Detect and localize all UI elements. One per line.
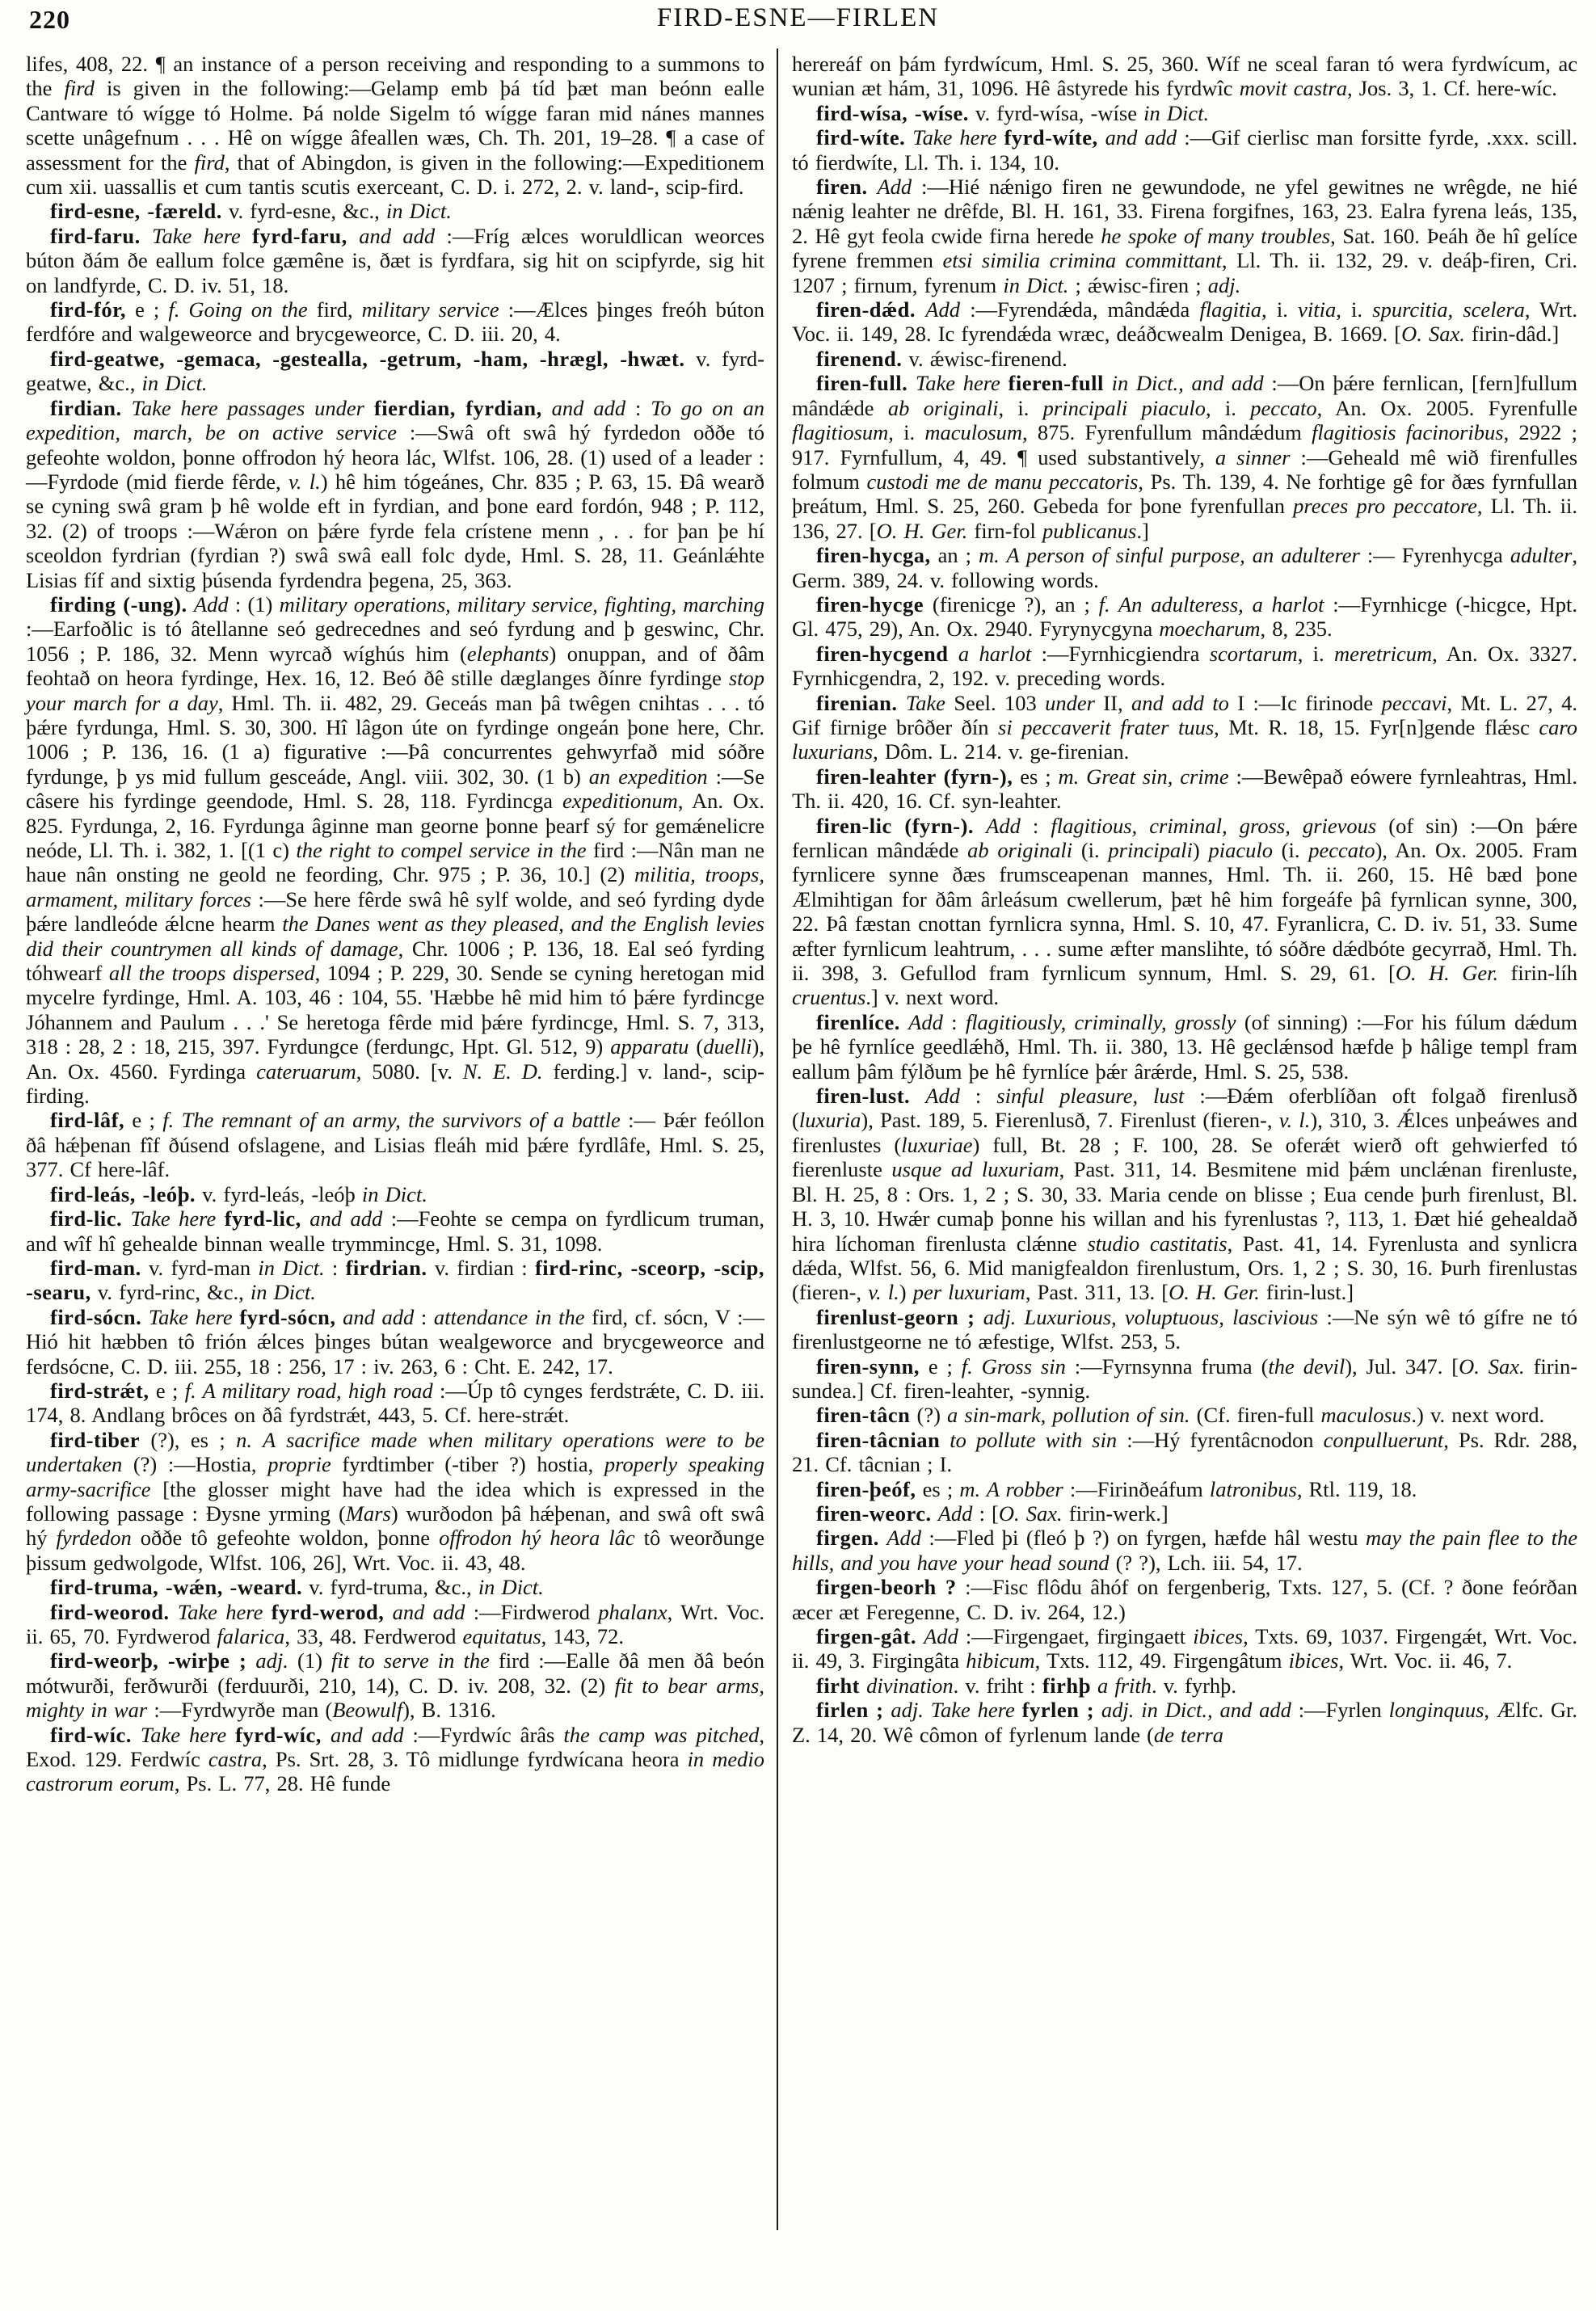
dictionary-entry: firen-hycge (firenicge ?), an ; f. An adulteress, a harlot :—Fyrnhicge (-hicgce, Hpt. Gl. 475, 29), An. Ox. 2940. Fyrynycgyna moecharum, 8, 235. [792, 591, 1577, 642]
dictionary-entry: firenlíce. Add : flagitiously, criminally, grossly (of sinning) :—For his fúlum dǽdum þe hê fyrnlíce geedlǽhð, Hml. Th. ii. 380, 13. Hê geclǽnsod hæfde þ hâlige templ fram eallum þâm fýlðum þe hê fyrnlíce þǽr ârǽrde, Hml. S. 25, 538. [792, 1009, 1578, 1084]
dictionary-entry: firen. Add :—Hié nǽnigo firen ne gewundode, ne yfel gewitnes ne wrêgde, ne hié nǽnig leahter ne drêfde, Bl. H. 161, 33. Firena forgifnes, 163, 23. Ealra fyrena leás, 135, 2. Hê gyt feola cwide firna herede he spoke of many troubles, Sat. 160. Þeáh ðe hî gelíce fyrene fremmen etsi similia crimina committant, Ll. Th. ii. 132, 29. v. deáþ-firen, Cri. 1207 ; firnum, fyrenum in Dict. ; ǽwisc-firen ; adj. [792, 175, 1578, 297]
dictionary-entry: lifes, 408, 22. ¶ an instance of a person receiving and responding to a summons to the fird is given in the following:—Gelamp emb þá tíd þæt man beónn ealle Cantware tó wígge tó Holme. Þá nolde Sigelm tó wígge faran mid nánes mannes scette unâgefnum . . . Hê on wígge âfeallen wæs, Ch. Th. 201, 19–28. ¶ a case of assessment for the fird, that of Abingdon, is given in the following:—Expeditionem cum xii. uassallis et cum tantis scutis exerceant, C. D. i. 272, 2. v. land-, scip-fird. [26, 52, 765, 200]
dictionary-entry: firen-lic (fyrn-). Add : flagitious, criminal, gross, grievous (of sin) :—On þǽre fernlican mândǽde ab originali (i. principali) piaculo (i. peccato), An. Ox. 2005. Fram fyrnlicere synne ðæs frumsceapenan mannes, Hml. Th. ii. 260, 15. Hê bæd þone Ælmihtigan for ðâm ârleásum cwellerum, þæt hê him forgeáfe þâ fyrnlican synne, 300, 22. Þâ fæstan cnottan fyrnlicra synna, Hml. S. 10, 47. Fyranlicra, C. D. iv. 51, 33. Sume æfter fyrnlicum leahtrum, . . . sume æfter manslihte, tó sóðre dǽdbóte gecyrrað, Hml. Th. ii. 398, 3. Gefullod fram fyrnlicum synnum, Hml. S. 29, 61. [O. H. Ger. firin-líh cruentus.] v. next word. [792, 813, 1578, 1010]
dictionary-entry: firgen-beorh ? :—Fisc flôdu âhóf on fergenberig, Txts. 127, 5. (Cf. ? ðone feórðan æcer æt Feregenne, C. D. iv. 264, 12.) [792, 1575, 1577, 1624]
dictionary-entry: fird-fór, e ; f. Going on the fird, military service :—Ælces þinges freóh búton ferdfóre and walgeweorce and brycgeweorce, C. D. iii. 20, 4. [26, 297, 765, 347]
right-column [792, 52, 1577, 1747]
dictionary-entry: fird-lâf, e ; f. The remnant of an army, the survivors of a battle :— Þǽr feóllon ðâ hǽþenan fîf ðúsend ofslagene, and Lisias fleáh mid þǽre fyrdlâfe, Hml. S. 25, 377. Cf here-lâf. [26, 1108, 764, 1182]
dictionary-entry: fird-leás, -leóþ. v. fyrd-leás, -leóþ in Dict. [50, 1181, 427, 1206]
dictionary-entry: fird-esne, -færeld. v. fyrd-esne, &c., in Dict. [50, 199, 452, 224]
dictionary-entry: firen-tâcn (?) a sin-mark, pollution of sin. (Cf. firen-full maculosus.) v. next word. [816, 1403, 1545, 1428]
dictionary-entry: fird-weorþ, -wirþe ; adj. (1) fit to serve in the fird :—Ealle ðâ men ðâ beón mótwurði, ferðwurði (ferduurði, 210, 14), C. D. iv. 208, 32. (2) fit to bear arms, mighty in war :—Fyrdwyrðe man (Beowulf), B. 1316. [26, 1648, 764, 1723]
dictionary-entry: firen-leahter (fyrn-), es ; m. Great sin, crime :—Bewêpað eówere fyrnleahtras, Hml. Th. ii. 420, 16. Cf. syn-leahter. [792, 764, 1578, 814]
dictionary-entry: firdian. Take here passages under fierdian, fyrdian, and add : To go on an expedition, march, be on active service :—Swâ oft swâ hý fyrdedon oððe tó gefeohte woldon, þonne offrodon hý heora lác, Wlfst. 106, 28. (1) used of a leader :—Fyrdode (mid fierde fêrde, v. l.) hê him tógeánes, Chr. 835 ; P. 63, 15. Ðâ wearð se cyning swâ gram þ hê wolde eft in fyrdian, and þone eard fordón, 948 ; P. 112, 32. (2) of troops :—Wǽron on þǽre fyrde fela crístene menn , . . for þan þe hí sceoldon fyrdrian (fyrdian ?) swâ swâ eall folc dyde, Hml. S. 28, 11. Geánlǽhte Lisias fíf and sixtig þúsenda fyrdendra þegena, 25, 363. [26, 395, 765, 592]
dictionary-entry: firen-þeóf, es ; m. A robber :—Firinðeáfum latronibus, Rtl. 119, 18. [816, 1476, 1417, 1501]
dictionary-entry: firenlust-georn ; adj. Luxurious, voluptuous, lascivious :—Ne sýn wê tó gífre ne tó firenlustgeorne ne tó æfestige, Wlfst. 253, 5. [792, 1304, 1577, 1354]
dictionary-entry: firen-hycga, an ; m. A person of sinful purpose, an adulterer :— Fyrenhycga adulter, Germ. 389, 24. v. following words. [792, 543, 1577, 592]
dictionary-entry: fird-strǽt, e ; f. A military road, high road :—Úp tô cynges ferdstrǽte, C. D. iii. 174, 8. Andlang brôces on ðâ fyrdstrǽt, 443, 5. Cf. here-strǽt. [26, 1378, 765, 1428]
dictionary-entry: firlen ; adj. Take here fyrlen ; adj. in Dict., and add :—Fyrlen longinquus, Ælfc. Gr. Z. 14, 20. Wê cômon of fyrlenum lande (de terra [792, 1698, 1578, 1747]
dictionary-entry: firen-full. Take here fieren-full in Dict., and add :—On þǽre fernlican, [fern]fullum mândǽde ab originali, i. principali piaculo, i. peccato, An. Ox. 2005. Fyrenfulle flagitiosum, i. maculosum, 875. Fyrenfullum mândǽdum flagitiosis facinoribus, 2922 ; 917. Fyrnfullum, 4, 49. ¶ used substantively, a sinner :—Geheald mê wið firenfulles folmum custodi me de manu peccatoris, Ps. Th. 139, 4. Ne forhtige gê for ðæs fyrnfullan þreátum, Hml. S. 25, 260. Gebeda for þone fyrenfullan preces pro peccatore, Ll. Th. ii. 136, 27. [O. H. Ger. firn-fol publicanus.] [792, 371, 1578, 543]
dictionary-entry: fird-lic. Take here fyrd-lic, and add :—Feohte se cempa on fyrdlicum truman, and wîf hî gehealde binnan wealle trymmincge, Hml. S. 31, 1098. [26, 1206, 765, 1256]
dictionary-entry: firenian. Take Seel. 103 under II, and add to I :—Ic firinode peccavi, Mt. L. 27, 4. Gif firnige brôðer ðín si peccaverit frater tuus, Mt. R. 18, 15. Fyr[n]gende flǽsc caro luxurians, Dôm. L. 214. v. ge-firenian. [792, 690, 1578, 764]
dictionary-entry: firen-weorc. Add : [O. Sax. firin-werk.] [816, 1501, 1169, 1526]
dictionary-entry: firen-synn, e ; f. Gross sin :—Fyrnsynna fruma (the devil), Jul. 347. [O. Sax. firin-sundea.] Cf. firen-leahter, -synnig. [792, 1353, 1578, 1403]
dictionary-entry: fird-wíte. Take here fyrd-wíte, and add :—Gif cierlisc man forsitte fyrde, .xxx. scill. tó fierdwíte, Ll. Th. i. 134, 10. [792, 125, 1578, 175]
dictionary-entry: fird-weorod. Take here fyrd-werod, and add :—Firdwerod phalanx, Wrt. Voc. ii. 65, 70. Fyrdwerod falarica, 33, 48. Ferdwerod equitatus, 143, 72. [26, 1599, 765, 1648]
dictionary-entry: firgen. Add :—Fled þi (fleó þ ?) on fyrgen, hæfde hâl westu may the pain flee to the hills, and you have your head sound (? ?), Lch. iii. 54, 17. [792, 1526, 1577, 1575]
column-divider [777, 48, 778, 2230]
dictionary-entry: fird-truma, -wǽn, -weard. v. fyrd-truma, &c., in Dict. [50, 1575, 544, 1600]
dictionary-entry: fird-faru. Take here fyrd-faru, and add :—Fríg ælces woruldlican weorces búton ðám ðe eallum folce gæmêne is, ðæt is fyrdfara, sig hit on scipfyrde, sig hit on landfyrde, C. D. iv. 51, 18. [26, 223, 765, 297]
dictionary-entry: fird-sócn. Take here fyrd-sócn, and add : attendance in the fird, cf. sócn, V :—Hió hit hæbben tô frión ǽlces þinges bútan wealgeworce and brycgeweorce and ferdsócne, C. D. iii. 255, 18 : 256, 17 : iv. 263, 6 : Cht. E. 242, 17. [26, 1304, 765, 1379]
dictionary-entry: firht divination. v. friht : firhþ a frith. v. fyrhþ. [816, 1673, 1237, 1698]
dictionary-entry: firgen-gât. Add :—Firgengaet, firgingaett ibices, Txts. 69, 1037. Firgengǽt, Wrt. Voc. ii. 49, 3. Firgingâta hibicum, Txts. 112, 49. Firgengâtum ibices, Wrt. Voc. ii. 46, 7. [792, 1624, 1578, 1673]
page-number: 220 [29, 5, 70, 34]
dictionary-entry: fird-wíc. Take here fyrd-wíc, and add :—Fyrdwíc ârâs the camp was pitched, Exod. 129. Ferdwíc castra, Ps. Srt. 28, 3. Tô midlunge fyrdwícana heora in medio castrorum eorum, Ps. L. 77, 28. Hê funde [26, 1722, 765, 1796]
dictionary-entry: firenend. v. ǽwisc-firenend. [816, 346, 1068, 371]
dictionary-entry: fird-geatwe, -gemaca, -gestealla, -getrum, -ham, -hrægl, -hwæt. v. fyrd-geatwe, &c., in Dict. [26, 346, 764, 396]
dictionary-entry: firen-tâcnian to pollute with sin :—Hý fyrentâcnodon conpulluerunt, Ps. Rdr. 288, 21. Cf. tâcnian ; I. [792, 1427, 1577, 1477]
dictionary-entry: fird-tiber (?), es ; n. A sacrifice made when military operations were to be undertaken (?) :—Hostia, proprie fyrdtimber (-tiber ?) hostia, properly speaking army-sacrifice [the glosser might have had the idea which is expressed in the following passage : Ðysne yrming (Mars) wurðodon þâ hǽþenan, and swâ oft swâ hý fyrdedon oððe tô gefeohte woldon, þonne offrodon hý heora lâc tô weorðunge þissum gedwolgode, Wlfst. 106, 26], Wrt. Voc. ii. 43, 48. [26, 1427, 764, 1575]
dictionary-entry: firding (-ung). Add : (1) military operations, military service, fighting, marching :—Earfoðlic is tó âtellanne seó gedrecednes and seó fyrdung and þ geswinc, Chr. 1056 ; P. 186, 32. Menn wyrcað wíghús him (elephants) onuppan, and of ðâm feohtað on heora fyrdinge, Hex. 16, 12. Beó ðê stille dæglanges ðínre fyrdinge stop your march for a day, Hml. Th. ii. 482, 29. Geceás man þâ twêgen cnihtas . . . tó þǽre fyrdunga, Hml. S. 30, 300. Hî lâgon úte on fyrdinge ongeán þone here, Chr. 1006 ; P. 136, 16. (1 a) figurative :—Þâ concurrentes gehwyrfað mid sóðre fyrdunge, þ ys mid fullum gesceáde, Angl. viii. 302, 30. (1 b) an expedition :—Se câsere his fyrdinge geendode, Hml. S. 28, 118. Fyrdincga expeditionum, An. Ox. 825. Fyrdunga, 2, 16. Fyrdunga âginne man georne þonne þearf sý for gemǽnelicre neóde, Ll. Th. i. 382, 1. [(1 c) the right to compel service in the fird :—Nân man ne haue nân onsting ne geold ne feording, Chr. 975 ; P. 36, 10.] (2) militia, troops, armament, military forces :—Se here fêrde swâ hê sylf wolde, and seó fyrding dyde þǽre landleóde ǽlcne hearm the Danes went as they pleased, and the English levies did their countrymen all kinds of damage, Chr. 1006 ; P. 136, 18. Eal seó fyrding tóhwearf all the troops dispersed, 1094 ; P. 229, 30. Sende se cyning heretogan mid mycelre fyrdinge, Hml. A. 103, 46 : 104, 55. 'Hæbbe hê mid him tó þǽre fyrdincge Jóhannem and Paulum . . .' Se heretoga fêrde mid þǽre fyrdincge, Hml. S. 7, 313, 318 : 28, 2 : 18, 215, 397. Fyrdungce (ferdungc, Hpt. Gl. 512, 9) apparatu (duelli), An. Ox. 4560. Fyrdinga cateruarum, 5080. [v. N. E. D. ferding.] v. land-, scip-firding. [26, 591, 765, 1109]
dictionary-entry: fird-man. v. fyrd-man in Dict. : firdrian. v. firdian : fird-rinc, -sceorp, -scip, -searu, v. fyrd-rinc, &c., in Dict. [26, 1255, 764, 1305]
dictionary-entry: fird-wísa, -wíse. v. fyrd-wísa, -wíse in Dict. [816, 100, 1210, 125]
dictionary-entry: firen-dǽd. Add :—Fyrendǽda, mândǽda flagitia, i. vitia, i. spurcitia, scelera, Wrt. Voc. ii. 149, 28. Ic fyrendǽda wræc, deáðcwealm Denigea, B. 1669. [O. Sax. firin-dâd.] [792, 297, 1578, 347]
left-column [26, 52, 764, 1796]
dictionary-entry: firen-hycgend a harlot :—Fyrnhicgiendra scortarum, i. meretricum, An. Ox. 3327. Fyrnhicgendra, 2, 192. v. preceding words. [792, 641, 1578, 691]
dictionary-entry: herereáf on þám fyrdwícum, Hml. S. 25, 360. Wíf ne sceal faran tó wera fyrdwícum, ac wunian æt hám, 31, 1096. Hê âstyrede his fyrdwîc movit castra, Jos. 3, 1. Cf. here-wíc. [792, 52, 1577, 101]
dictionary-entry: firen-lust. Add : sinful pleasure, lust :—Ðǽm oferblíðan oft folgað firenlusð (luxuria), Past. 189, 5. Fierenlusð, 7. Firenlust (fieren-, v. l.), 310, 3. Ǽlces unþeáwes and firenlustes (luxuriae) full, Bt. 28 ; F. 100, 28. Se oferǽt wierð oft gehwierfed tó fierenluste usque ad luxuriam, Past. 311, 14. Besmitene mid þǽm unclǽnan firenluste, Bl. H. 25, 8 : Ors. 1, 2 ; S. 30, 33. Maria cende on blisse ; Eua cende þurh firenlust, Bl. H. 3, 10. Hwǽr cumaþ þonne his willan and his fyrenlustas ?, 113, 1. Ðæt hié gehealdað hira líchoman firenlusta clǽnne studio castitatis, Past. 41, 14. Fyrenlusta and synlicra dǽda, Wlfst. 56, 6. Mid manigfealdon firenlustum, Ors. 1, 2 ; S. 30, 16. Þurh firenlustas (fieren-, v. l.) per luxuriam, Past. 311, 13. [O. H. Ger. firin-lust.] [792, 1084, 1578, 1305]
page-header: FIRD-ESNE—FIRLEN [656, 3, 940, 32]
